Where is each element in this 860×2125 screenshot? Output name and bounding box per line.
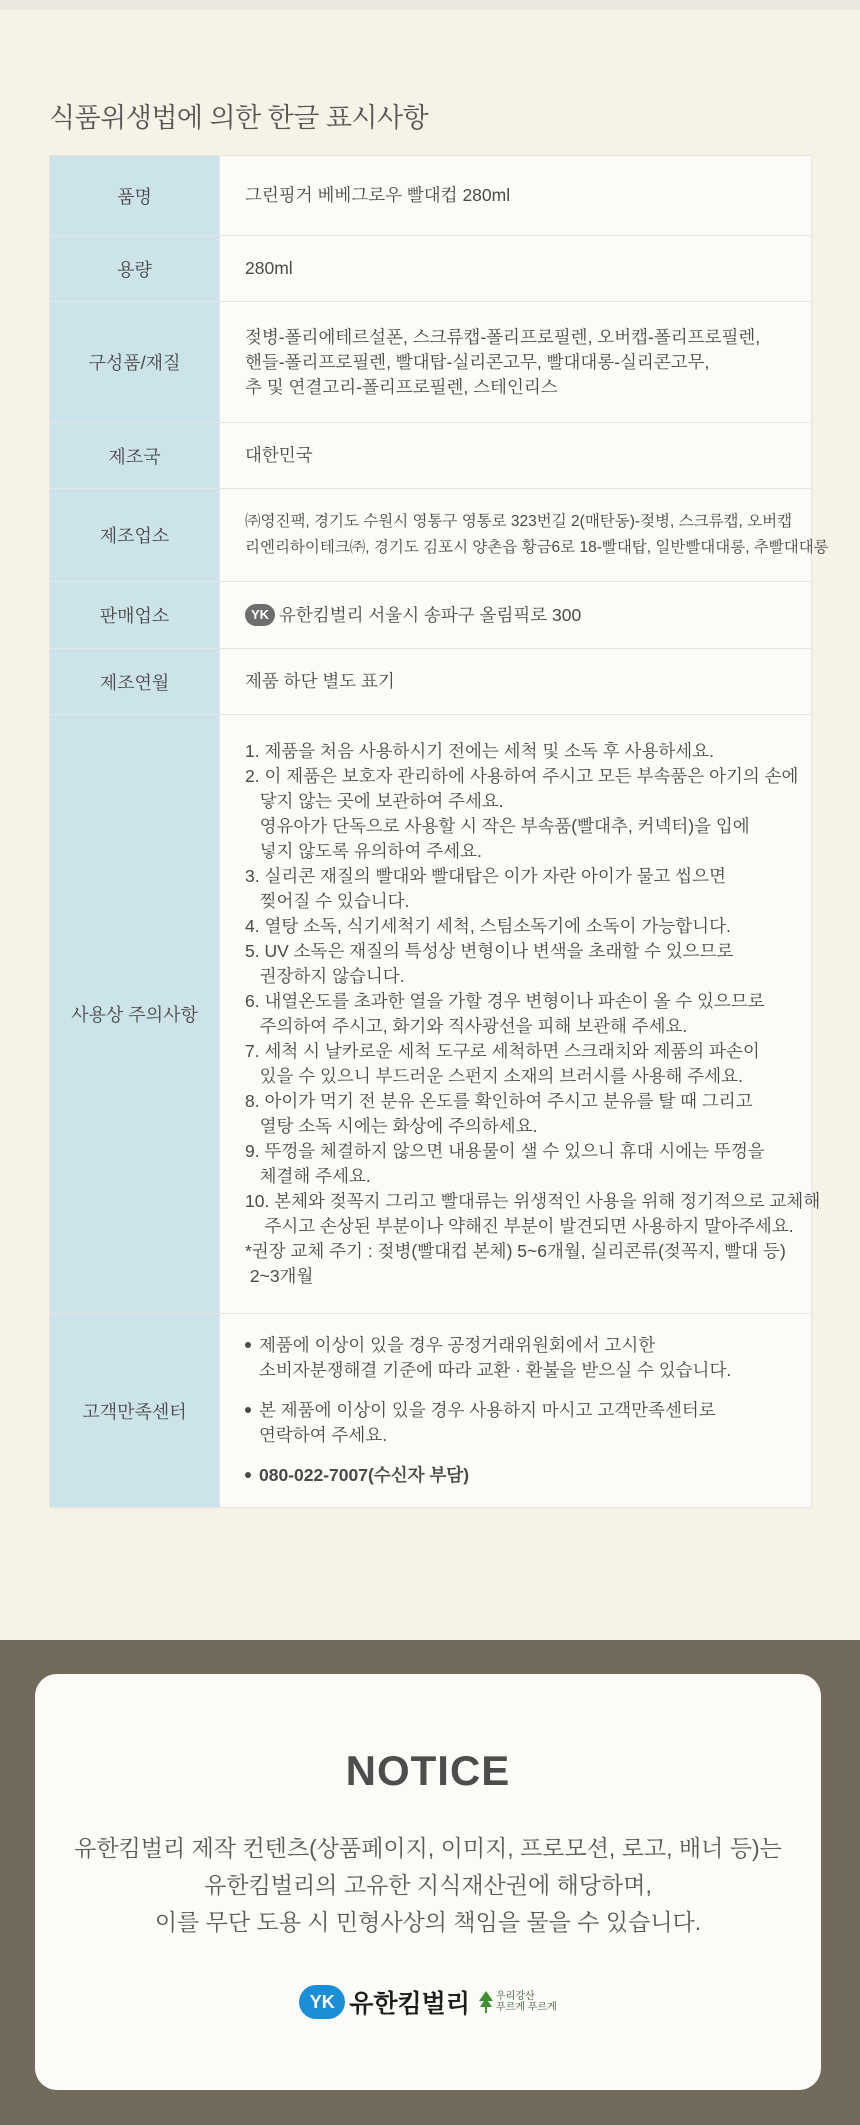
table-row bbox=[50, 649, 812, 715]
material-value bbox=[220, 302, 812, 423]
caution-line: 권장하지 않습니다. bbox=[245, 966, 405, 986]
phone-number: 080-022-7007(수신자 부담) bbox=[259, 1465, 470, 1485]
caution-line: 5. UV 소독은 재질의 특성상 변형이나 변색을 초래할 수 있으므로 bbox=[245, 941, 734, 961]
caution-line: 4. 열탕 소독, 식기세척기 세척, 스팀소독기에 소독이 가능합니다. bbox=[245, 916, 731, 936]
caution-line: 9. 뚜껑을 체결하지 않으면 내용물이 샐 수 있으니 휴대 시에는 뚜껑을 bbox=[245, 1141, 765, 1161]
notice-card bbox=[35, 1674, 821, 2090]
text-line: 본 제품에 이상이 있을 경우 사용하지 마시고 고객만족센터로 bbox=[259, 1400, 716, 1420]
caution-line: 닿지 않는 곳에 보관하여 주세요. bbox=[245, 791, 504, 811]
notice-line: 이를 무단 도용 시 민형사상의 책임을 물을 수 있습니다. bbox=[154, 1909, 702, 1935]
notice-line: 유한킴벌리의 고유한 지식재산권에 해당하며, bbox=[204, 1872, 652, 1898]
notice-title: NOTICE bbox=[345, 1747, 511, 1794]
table-row bbox=[50, 302, 812, 423]
row-value: 제품 하단 별도 표기 bbox=[220, 649, 812, 715]
row-label: 용량 bbox=[50, 236, 220, 302]
manufacturer-value bbox=[220, 489, 829, 582]
customer-center-value bbox=[220, 1314, 812, 1508]
row-value: 280ml bbox=[220, 236, 812, 302]
caution-line: 체결해 주세요. bbox=[245, 1166, 371, 1186]
table-row bbox=[50, 489, 812, 582]
row-label: 사용상 주의사항 bbox=[50, 715, 220, 1314]
slogan-line: 푸르게 푸르게 bbox=[496, 2002, 557, 2013]
label-info-table bbox=[49, 155, 829, 1508]
notice-line: 유한킴벌리 제작 컨텐츠(상품페이지, 이미지, 프로모션, 로고, 배너 등)는 bbox=[74, 1835, 782, 1861]
text-line: 리엔리하이테크㈜, 경기도 김포시 양촌읍 황금6로 18-빨대탑, 일반빨대대롱, 추빨대대롱 bbox=[245, 539, 829, 556]
table-row bbox=[50, 156, 812, 236]
brand-slogan bbox=[496, 1991, 557, 2013]
text-line: 추 및 연결고리-폴리프로필렌, 스테인리스 bbox=[245, 376, 558, 397]
caution-line: 8. 아이가 먹기 전 분유 온도를 확인하여 주시고 분유를 탈 때 그리고 bbox=[245, 1091, 753, 1111]
row-label: 판매업소 bbox=[50, 582, 220, 649]
table-row bbox=[50, 715, 812, 1314]
list-item bbox=[245, 1463, 811, 1488]
brand-name: 유한킴벌리 bbox=[349, 1990, 470, 2018]
tree-icon bbox=[478, 1990, 494, 2014]
notice-body bbox=[35, 1830, 821, 1941]
seller-address: 유한킴벌리 서울시 송파구 올림픽로 300 bbox=[279, 604, 582, 625]
caution-line: 찢어질 수 있습니다. bbox=[245, 891, 410, 911]
bullet-icon bbox=[245, 1407, 251, 1413]
caution-line: 있을 수 있으니 부드러운 스펀지 소재의 브러시를 사용해 주세요. bbox=[245, 1066, 743, 1086]
caution-line: 주의하여 주시고, 화기와 직사광선을 피해 보관해 주세요. bbox=[245, 1016, 688, 1036]
caution-line: *권장 교체 주기 : 젖병(빨대컵 본체) 5~6개월, 실리콘류(젖꼭지, 빨대 등) bbox=[245, 1241, 786, 1261]
caution-line: 10. 본체와 젖꼭지 그리고 빨대류는 위생적인 사용을 위해 정기적으로 교체해 bbox=[245, 1191, 821, 1211]
bullet-icon bbox=[245, 1342, 251, 1348]
caution-line: 6. 내열온도를 초과한 열을 가할 경우 변형이나 파손이 올 수 있으므로 bbox=[245, 991, 765, 1011]
text-line: 연락하여 주세요. bbox=[259, 1425, 388, 1445]
yuhan-kimberly-logo-icon: YK bbox=[299, 1985, 345, 2019]
bullet-icon bbox=[245, 1472, 251, 1478]
tree-slogan-group bbox=[478, 1990, 557, 2014]
row-label: 고객만족센터 bbox=[50, 1314, 220, 1508]
list-item bbox=[245, 1398, 811, 1448]
text-line: 젖병-폴리에테르설폰, 스크류캡-폴리프로필렌, 오버캡-폴리프로필렌, bbox=[245, 326, 761, 347]
caution-line: 1. 제품을 처음 사용하시기 전에는 세척 및 소독 후 사용하세요. bbox=[245, 741, 714, 761]
row-label: 품명 bbox=[50, 156, 220, 236]
table-row bbox=[50, 582, 812, 649]
caution-line: 7. 세척 시 날카로운 세척 도구로 세척하면 스크래치와 제품의 파손이 bbox=[245, 1041, 760, 1061]
row-value: 대한민국 bbox=[220, 423, 812, 489]
caution-line: 넣지 않도록 유의하여 주세요. bbox=[245, 841, 482, 861]
seller-value bbox=[220, 582, 812, 649]
table-row bbox=[50, 423, 812, 489]
text-line: 소비자분쟁해결 기준에 따라 교환 · 환불을 받으실 수 있습니다. bbox=[259, 1360, 732, 1380]
list-item bbox=[245, 1333, 811, 1383]
caution-line: 영유아가 단독으로 사용할 시 작은 부속품(빨대추, 커넥터)을 입에 bbox=[245, 816, 750, 836]
text-line: 핸들-폴리프로필렌, 빨대탑-실리콘고무, 빨대대롱-실리콘고무, bbox=[245, 351, 710, 372]
caution-line: 열탕 소독 시에는 화상에 주의하세요. bbox=[245, 1116, 538, 1136]
row-label: 제조연월 bbox=[50, 649, 220, 715]
caution-line: 2. 이 제품은 보호자 관리하에 사용하여 주시고 모든 부속품은 아기의 손에 bbox=[245, 766, 799, 786]
caution-value bbox=[220, 715, 821, 1314]
caution-line: 3. 실리콘 재질의 빨대와 빨대탑은 이가 자란 아이가 물고 씹으면 bbox=[245, 866, 726, 886]
slogan-line: 우리강산 bbox=[496, 1991, 535, 2002]
notice-section bbox=[0, 1640, 860, 2125]
section-title: 식품위생법에 의한 한글 표시사항 bbox=[49, 103, 429, 133]
caution-line: 2~3개월 bbox=[245, 1266, 314, 1286]
row-label: 제조업소 bbox=[50, 489, 220, 582]
yuhan-kimberly-logo-icon: YK bbox=[245, 604, 275, 626]
row-label: 제조국 bbox=[50, 423, 220, 489]
text-line: 제품에 이상이 있을 경우 공정거래위원회에서 고시한 bbox=[259, 1335, 656, 1355]
row-label: 구성품/재질 bbox=[50, 302, 220, 423]
table-row bbox=[50, 236, 812, 302]
brand-logo-group bbox=[35, 1984, 821, 2020]
top-strip bbox=[0, 0, 860, 10]
row-value: 그린핑거 베베그로우 빨대컵 280ml bbox=[220, 156, 812, 236]
caution-line: 주시고 손상된 부분이나 약해진 부분이 발견되면 사용하지 말아주세요. bbox=[245, 1216, 794, 1236]
table-row bbox=[50, 1314, 812, 1508]
text-line: ㈜영진팩, 경기도 수원시 영통구 영통로 323번길 2(매탄동)-젖병, 스크류캡, 오버캡 bbox=[245, 513, 793, 530]
